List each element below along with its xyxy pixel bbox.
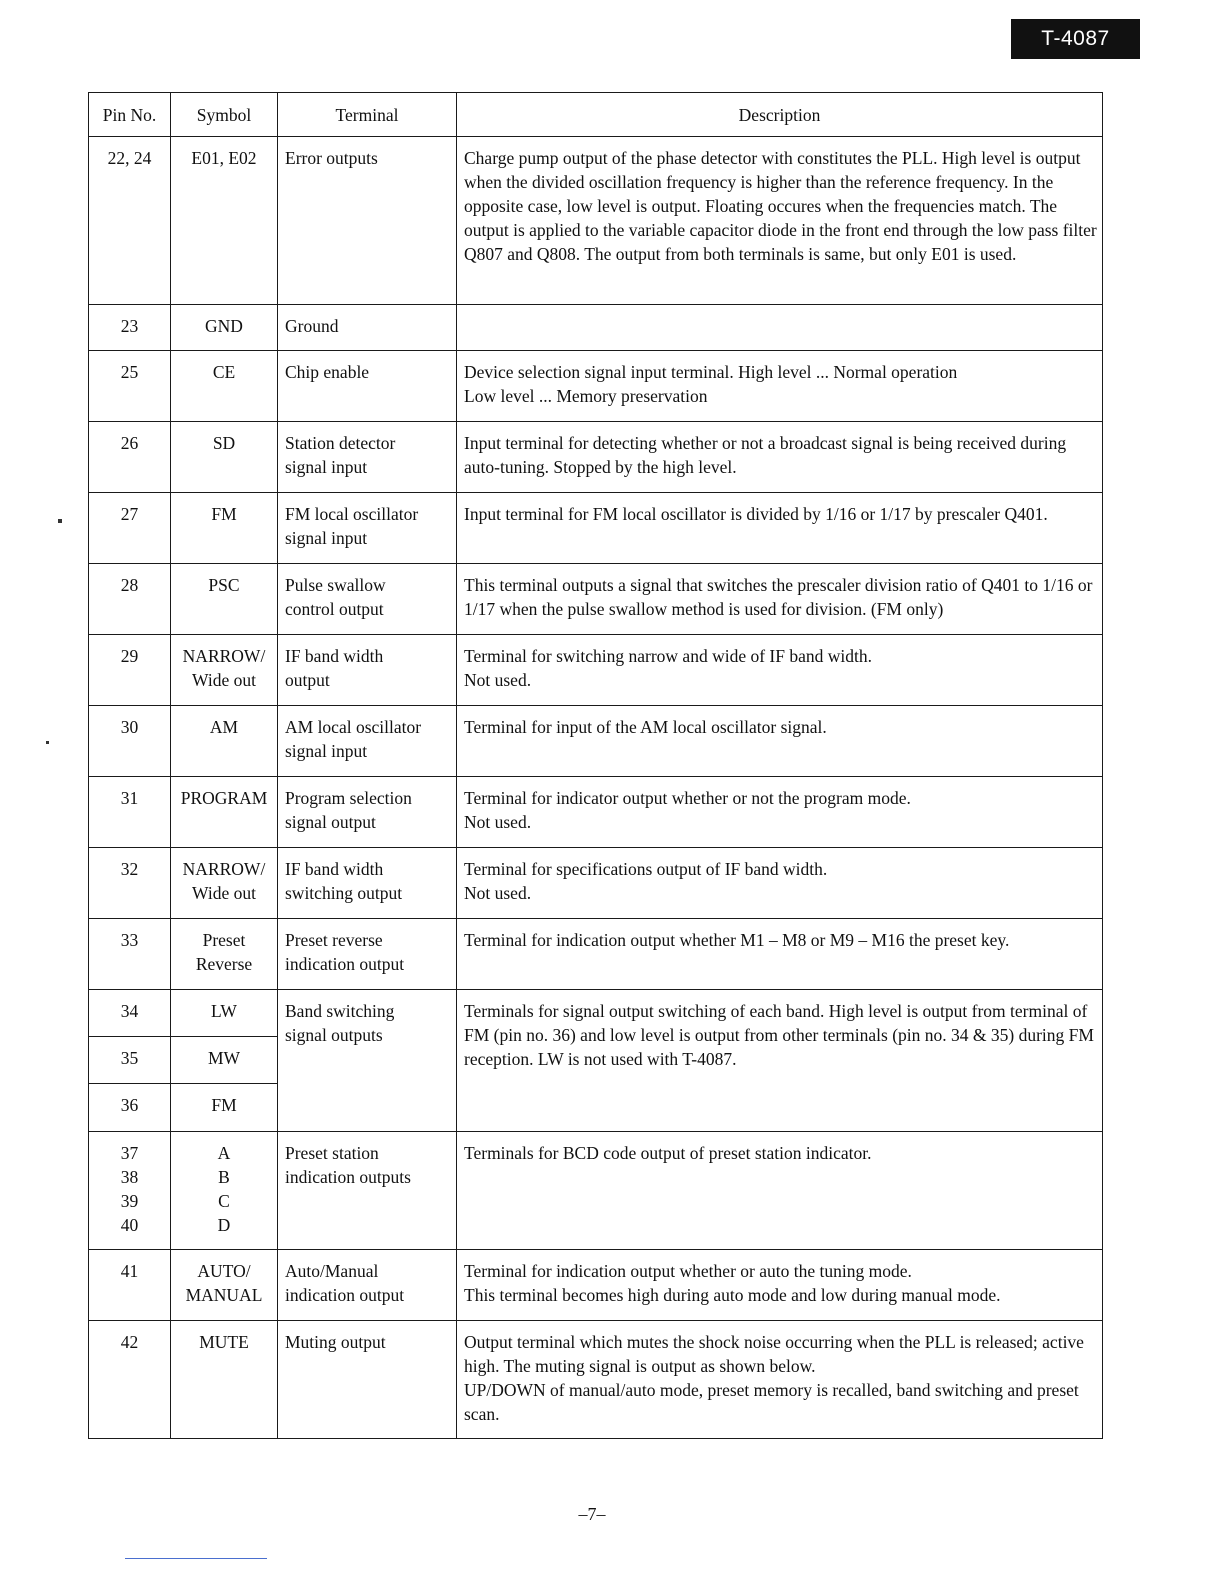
pin-no-cell: 32	[89, 848, 171, 919]
symbol-cell: CE	[171, 351, 278, 422]
terminal-cell: AM local oscillator signal input	[278, 706, 457, 777]
header-description: Description	[457, 93, 1103, 137]
margin-mark	[46, 741, 49, 744]
table-row	[89, 635, 1103, 706]
description-cell: Terminal for input of the AM local oscillator signal.	[457, 706, 1103, 777]
table-row	[89, 777, 1103, 848]
terminal-cell: Station detector signal input	[278, 422, 457, 493]
table-row	[89, 1321, 1103, 1439]
table-row	[89, 848, 1103, 919]
terminal-cell: IF band width output	[278, 635, 457, 706]
table-row	[89, 1132, 1103, 1250]
symbol-cell: FM	[171, 1084, 278, 1132]
description-cell: Device selection signal input terminal. High level ... Normal operation Low level ... Memory preservation	[457, 351, 1103, 422]
symbol-cell: PSC	[171, 564, 278, 635]
table-row	[89, 305, 1103, 351]
table-header-row	[89, 93, 1103, 137]
pin-no-cell: 26	[89, 422, 171, 493]
terminal-cell: Pulse swallow control output	[278, 564, 457, 635]
pin-no-cell: 22, 24	[89, 137, 171, 305]
description-cell: Input terminal for detecting whether or not a broadcast signal is being received during auto-tuning. Stopped by the high level.	[457, 422, 1103, 493]
pin-description-table	[88, 92, 1103, 1439]
table-row	[89, 351, 1103, 422]
symbol-cell: NARROW/ Wide out	[171, 848, 278, 919]
table-row	[89, 137, 1103, 305]
terminal-cell: Muting output	[278, 1321, 457, 1439]
terminal-cell: FM local oscillator signal input	[278, 493, 457, 564]
symbol-cell: AM	[171, 706, 278, 777]
description-cell: This terminal outputs a signal that switches the prescaler division ratio of Q401 to 1/16 or 1/17 when the pulse swallow method is used for division. (FM only)	[457, 564, 1103, 635]
pin-no-cell: 41	[89, 1250, 171, 1321]
description-cell: Terminals for signal output switching of each band. High level is output from terminal of FM (pin no. 36) and low level is output from other terminals (pin no. 34 & 35) during FM reception. LW is not used with T-4087.	[457, 990, 1103, 1132]
table-row	[89, 990, 1103, 1037]
pin-no-cell: 27	[89, 493, 171, 564]
pin-no-cell: 28	[89, 564, 171, 635]
terminal-cell: IF band width switching output	[278, 848, 457, 919]
page-number: –7–	[578, 1504, 606, 1524]
pin-no-cell: 25	[89, 351, 171, 422]
symbol-cell: MUTE	[171, 1321, 278, 1439]
symbol-cell: Preset Reverse	[171, 919, 278, 990]
terminal-cell: Ground	[278, 305, 457, 351]
description-cell: Output terminal which mutes the shock noise occurring when the PLL is released; active high. The muting signal is output as shown below. UP/DOWN of manual/auto mode, preset memory is recalled, band switching and preset scan.	[457, 1321, 1103, 1439]
symbol-cell: LW	[171, 990, 278, 1037]
symbol-cell: PROGRAM	[171, 777, 278, 848]
symbol-cell: SD	[171, 422, 278, 493]
terminal-cell: Preset reverse indication output	[278, 919, 457, 990]
table-row	[89, 1250, 1103, 1321]
table-row	[89, 493, 1103, 564]
terminal-cell: Band switching signal outputs	[278, 990, 457, 1132]
description-cell: Terminal for indication output whether or auto the tuning mode. This terminal becomes high during auto mode and low during manual mode.	[457, 1250, 1103, 1321]
terminal-cell: Chip enable	[278, 351, 457, 422]
terminal-cell: Error outputs	[278, 137, 457, 305]
pin-no-cell: 36	[89, 1084, 171, 1132]
description-cell	[457, 305, 1103, 351]
table-row	[89, 919, 1103, 990]
pin-no-cell: 42	[89, 1321, 171, 1439]
pin-no-cell: 33	[89, 919, 171, 990]
table-row	[89, 706, 1103, 777]
header-pin-no: Pin No.	[89, 93, 171, 137]
terminal-cell: Program selection signal output	[278, 777, 457, 848]
pin-no-cell: 35	[89, 1037, 171, 1084]
description-cell: Input terminal for FM local oscillator is divided by 1/16 or 1/17 by prescaler Q401.	[457, 493, 1103, 564]
symbol-cell: MW	[171, 1037, 278, 1084]
pin-no-cell: 23	[89, 305, 171, 351]
symbol-cell: E01, E02	[171, 137, 278, 305]
footer-rule	[125, 1558, 267, 1559]
header-terminal: Terminal	[278, 93, 457, 137]
terminal-cell: Preset station indication outputs	[278, 1132, 457, 1250]
symbol-cell: A B C D	[171, 1132, 278, 1250]
description-cell: Terminal for indicator output whether or not the program mode. Not used.	[457, 777, 1103, 848]
margin-mark	[58, 519, 62, 523]
description-cell: Terminal for switching narrow and wide of IF band width. Not used.	[457, 635, 1103, 706]
symbol-cell: NARROW/ Wide out	[171, 635, 278, 706]
description-cell: Terminal for specifications output of IF band width. Not used.	[457, 848, 1103, 919]
description-cell: Charge pump output of the phase detector with constitutes the PLL. High level is output when the divided oscillation frequency is higher than the reference frequency. In the opposite case, low level is output. Floating occures when the frequencies match. The output is applied to the variable capacitor diode in the front end through the low pass filter Q807 and Q808. The output from both terminals is same, but only E01 is used.	[457, 137, 1103, 305]
model-label: T-4087	[1011, 19, 1140, 59]
header-symbol: Symbol	[171, 93, 278, 137]
pin-no-cell: 29	[89, 635, 171, 706]
pin-no-cell: 34	[89, 990, 171, 1037]
pin-no-cell: 30	[89, 706, 171, 777]
description-cell: Terminal for indication output whether M1 – M8 or M9 – M16 the preset key.	[457, 919, 1103, 990]
symbol-cell: FM	[171, 493, 278, 564]
symbol-cell: GND	[171, 305, 278, 351]
terminal-cell: Auto/Manual indication output	[278, 1250, 457, 1321]
pin-no-cell: 31	[89, 777, 171, 848]
table-row	[89, 564, 1103, 635]
description-cell: Terminals for BCD code output of preset station indicator.	[457, 1132, 1103, 1250]
table-row	[89, 422, 1103, 493]
symbol-cell: AUTO/ MANUAL	[171, 1250, 278, 1321]
pin-no-cell: 37 38 39 40	[89, 1132, 171, 1250]
